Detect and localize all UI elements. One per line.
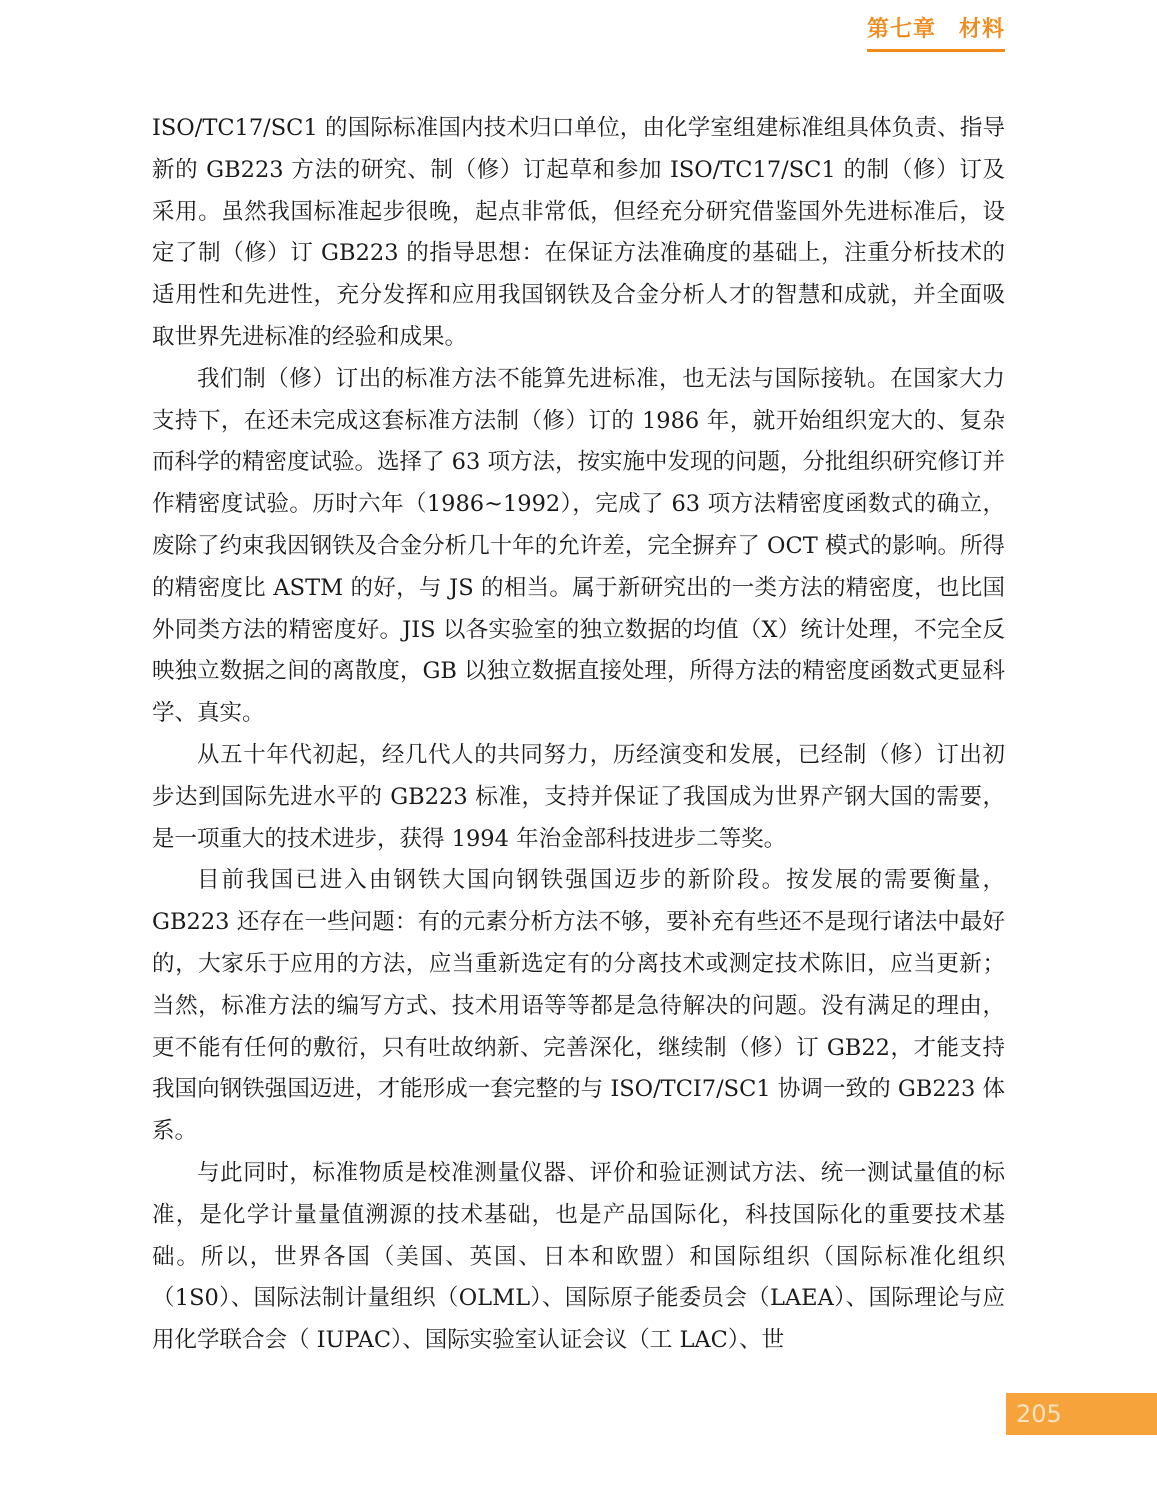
paragraph: 从五十年代初起，经几代人的共同努力，历经演变和发展，已经制（修）订出初步达到国际先进水平的 GB223 标准，支持并保证了我国成为世界产钢大国的需要，是一项重大的技术进步，获得 1994 年治金部科技进步二等奖。	[152, 741, 1005, 852]
paragraph: 与此同时，标准物质是校准测量仪器、评价和验证测试方法、统一测试量值的标准，是化学计量量值溯源的技术基础，也是产品国际化，科技国际化的重要技术基础。所以，世界各国（美国、英国、日本和欧盟）和国际组织（国际标准化组织（1S0）、国际法制计量组织（OLML）、国际原子能委员会（LAEA）、国际理论与应用化学联合会（ IUPAC）、国际实验室认证会议（工 LAC）、世	[152, 1159, 1005, 1354]
body-text	[152, 108, 1005, 1362]
chapter-title: 第七章 材料	[867, 12, 1005, 52]
page-number-badge	[1006, 1393, 1157, 1435]
paragraph: ISO/TC17/SC1 的国际标准国内技术归口单位，由化学室组建标准组具体负责、指导新的 GB223 方法的研究、制（修）订起草和参加 ISO/TC17/SC1 的制（修）订及采用。虽然我国标准起步很晚，起点非常低，但经充分研究借鉴国外先进标准后，设定了制（修）订 GB223 的指导思想：在保证方法准确度的基础上，注重分析技术的适用性和先进性，充分发挥和应用我国钢铁及合金分析人才的智慧和成就，并全面吸取世界先进标准的经验和成果。	[152, 115, 1005, 350]
paragraph: 我们制（修）订出的标准方法不能算先进标准，也无法与国际接轨。在国家大力支持下，在还未完成这套标准方法制（修）订的 1986 年，就开始组织宠大的、复杂而科学的精密度试验。选择了 63 项方法，按实施中发现的问题，分批组织研究修订并作精密度试验。历时六年（1986~1992），完成了 63 项方法精密度函数式的确立，废除了约束我因钢铁及合金分析几十年的允许差，完全摒弃了 OCT 模式的影响。所得的精密度比 ASTM 的好，与 JS 的相当。属于新研究出的一类方法的精密度，也比国外同类方法的精密度好。JIS 以各实验室的独立数据的均值（X）统计处理，不完全反映独立数据之间的离散度，GB 以独立数据直接处理，所得方法的精密度函数式更显科学、真实。	[152, 365, 1005, 727]
chapter-header	[867, 12, 1005, 52]
paragraph: 目前我国已进入由钢铁大国向钢铁强国迈步的新阶段。按发展的需要衡量，GB223 还存在一些问题：有的元素分析方法不够，要补充有些还不是现行诸法中最好的，大家乐于应用的方法，应当重新选定有的分离技术或测定技术陈旧，应当更新；当然，标准方法的编写方式、技术用语等等都是急待解决的问题。没有满足的理由，更不能有任何的敷衍，只有吐故纳新、完善深化，继续制（修）订 GB22，才能支持我国向钢铁强国迈进，才能形成一套完整的与 ISO/TCI7/SC1 协调一致的 GB223 体系。	[152, 867, 1005, 1145]
page-number: 205	[1016, 1400, 1062, 1428]
